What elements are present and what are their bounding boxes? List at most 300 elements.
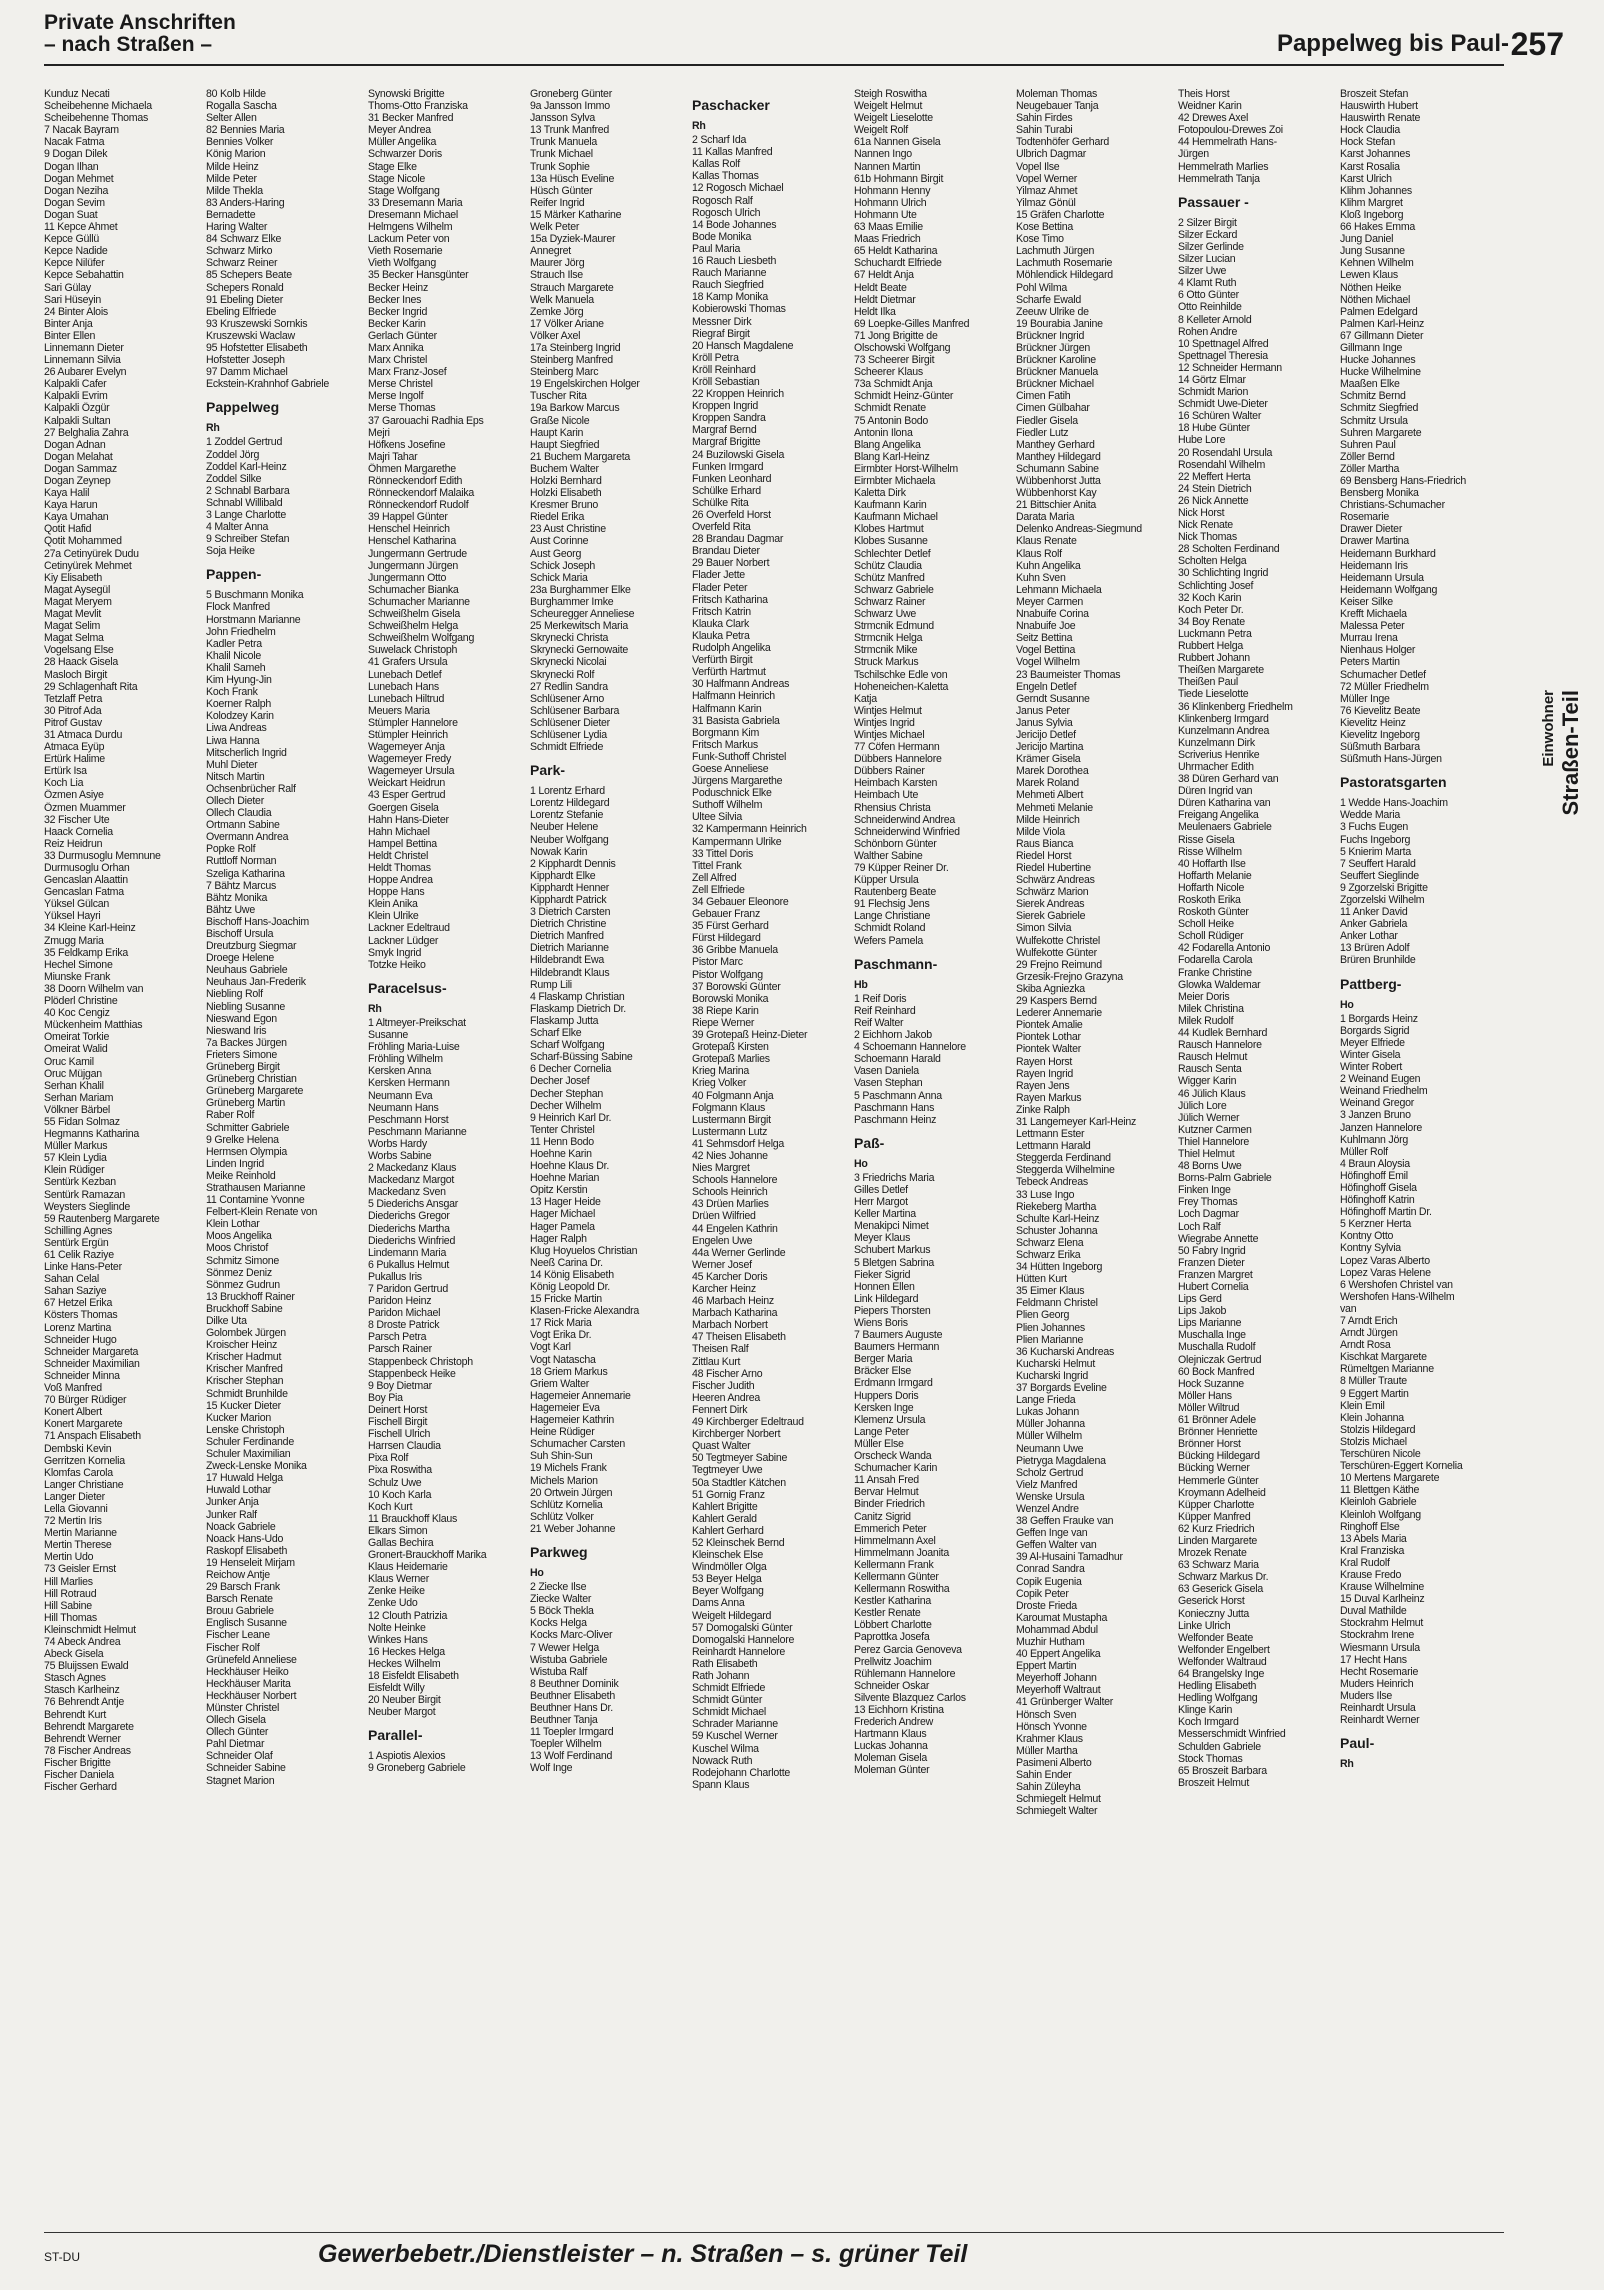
resident-entry: Weigelt Helmut [854,100,923,113]
resident-entry: Anker Gabriela [1340,918,1408,931]
resident-entry: Merse Ingolf [368,390,424,403]
resident-entry: Weigelt Lieselotte [854,112,933,125]
resident-entry: Wübbenhorst Kay [1016,487,1097,500]
resident-entry: Neumann Hans [368,1101,439,1114]
resident-entry: Schulden Gabriele [1178,1740,1261,1753]
district-code: Rh [206,422,220,435]
resident-entry: Hock Claudia [1340,124,1401,137]
resident-entry: Peschmann Horst [368,1113,449,1126]
resident-entry: Kipphardt Elke [530,869,596,882]
resident-entry: Rubbert Johann [1178,652,1250,665]
resident-entry: Piontek Amalie [1016,1019,1083,1032]
resident-entry: Kepce Nilüfer [44,257,105,270]
resident-entry: Jericijo Detlef [1016,728,1076,741]
resident-entry: 21 Buchem Margareta [530,450,631,463]
resident-entry: Manthey Hildegard [1016,450,1101,463]
resident-entry: Mehmeti Melanie [1016,801,1093,814]
resident-entry: Lachmuth Jürgen [1016,245,1095,258]
resident-entry: 26 Nick Annette [1178,494,1249,507]
resident-entry: Linden Ingrid [206,1157,265,1170]
resident-entry: Copik Peter [1016,1587,1069,1600]
resident-entry: Magat Selim [44,620,101,633]
resident-entry: 13 Trunk Manfred [530,124,610,137]
resident-entry: 27 Belghalia Zahra [44,426,129,439]
resident-entry: 29 Barsch Frank [206,1581,280,1594]
resident-entry: 1 Altmeyer-Preikschat [368,1016,466,1029]
resident-entry: Marbach Norbert [692,1319,768,1332]
header-title-line2: – nach Straßen – [44,33,213,56]
resident-entry: Schülke Erhard [692,484,761,497]
resident-entry: Klihm Margret [1340,196,1403,209]
resident-entry: Zmugg Maria [44,934,104,947]
resident-entry: Pahl Dietmar [206,1738,265,1751]
resident-entry: Geserick Horst [1178,1595,1245,1608]
resident-entry: Parsch Rainer [368,1343,432,1356]
resident-entry: Neuhaus Jan-Frederik [206,976,306,989]
resident-entry: Trunk Michael [530,148,593,161]
resident-entry: Nieswand Iris [206,1024,267,1037]
resident-entry: Haupt Siegfried [530,438,600,451]
resident-entry: Cimen Gülbahar [1016,402,1090,415]
resident-entry: Khalil Sameh [206,661,266,674]
resident-entry: Suhren Paul [1340,438,1396,451]
resident-entry: Pitrof Gustav [44,716,102,729]
resident-entry: Verfürth Birgit [692,654,753,667]
resident-entry: Silzer Eckard [1178,228,1238,241]
resident-entry: 42 Fodarella Antonio [1178,942,1271,955]
resident-entry: Feldmann Christel [1016,1297,1098,1310]
resident-entry: 32 Koch Karin [1178,591,1242,604]
resident-entry: Franke Christine [1178,966,1252,979]
resident-entry: 19 Henseleit Mirjam [206,1556,295,1569]
resident-entry: Dilke Uta [206,1315,247,1327]
header-rule [44,64,1504,66]
resident-entry: 37 Borgards Eveline [1016,1382,1107,1395]
resident-entry: Wagemeyer Ursula [368,765,455,778]
resident-entry: 16 Rauch Liesbeth [692,255,777,268]
resident-entry: 50a Stadtler Kätchen [692,1476,786,1489]
resident-entry: 31 Basista Gabriela [692,714,780,727]
resident-entry: 34 Kleine Karl-Heinz [44,922,136,935]
resident-entry: Funken Irmgard [692,460,764,473]
resident-entry: Toepler Wilhelm [530,1738,602,1751]
resident-entry: 25 Merkewitsch Maria [530,620,629,633]
resident-entry: Burghammer Imke [530,595,614,608]
resident-entry: Delenko Andreas-Siegmund [1016,523,1142,536]
resident-entry: Becker Ingrid [368,305,428,318]
resident-entry: Behrendt Margarete [44,1720,134,1733]
resident-entry: Aust Corinne [530,535,589,548]
resident-entry: Junker Ralf [206,1508,257,1521]
resident-entry: Schmidt Uwe-Dieter [1178,398,1268,411]
resident-entry: 62 Kurz Friedrich [1178,1522,1255,1535]
street-heading: Parallel- [368,1727,423,1744]
resident-entry: 46 Marbach Heinz [692,1295,774,1308]
resident-entry: Eisfeldt Willy [368,1682,425,1695]
resident-entry: Kalpakli Özgür [44,402,110,415]
resident-entry: Broszeit Helmut [1178,1776,1250,1789]
resident-entry: Hoffarth Melanie [1178,869,1252,882]
resident-entry: Dietrich Manfred [530,930,604,943]
resident-entry: Sönmez Gudrun [206,1278,280,1291]
resident-entry: 15 Fricke Martin [530,1293,602,1306]
resident-entry: 27 Redlin Sandra [530,680,608,693]
resident-entry: 15 Kucker Dieter [206,1399,281,1412]
resident-entry: Orscheck Wanda [854,1450,932,1463]
resident-entry: Münster Christel [206,1702,280,1714]
resident-entry: 55 Fidan Solmaz [44,1115,120,1128]
resident-entry: Rubbert Helga [1178,640,1244,653]
resident-entry: Eppert Martin [1016,1660,1077,1673]
resident-entry: Glowka Waldemar [1178,978,1261,991]
resident-entry: Moleman Günter [854,1764,930,1777]
resident-entry: Zöller Martha [1340,462,1400,475]
resident-entry: Borgmann Kim [692,726,760,739]
resident-entry: Kahlert Gerhard [692,1524,764,1537]
resident-entry: Goese Anneliese [692,762,769,775]
resident-entry: 52 Kleinschek Bernd [692,1536,785,1549]
resident-entry: Hagemeier Kathrin [530,1414,615,1427]
resident-entry: Griem Walter [530,1377,589,1390]
resident-entry: 76 Behrendt Antje [44,1696,124,1709]
resident-entry: Dogan Zeynep [44,475,111,487]
resident-entry: 3 Janzen Bruno [1340,1109,1411,1122]
resident-entry: Theißen Paul [1178,676,1239,689]
resident-entry: Drawer Dieter [1340,523,1403,536]
resident-entry: Keiser Silke [1340,595,1393,608]
resident-entry: Diederichs Gregor [368,1210,450,1223]
resident-entry: Hucke Johannes [1340,354,1416,367]
resident-entry: Raber Rolf [206,1109,255,1122]
resident-entry: 45 Karcher Doris [692,1270,768,1283]
resident-entry: Dogan Sammaz [44,462,117,475]
resident-entry: Heidemann Iris [1340,559,1408,572]
resident-entry: 9 Groneberg Gabriele [368,1762,466,1775]
resident-entry: Merse Thomas [368,402,436,415]
resident-entry: 7 Arndt Erich [1340,1315,1398,1327]
resident-entry: 83 Anders-Haring [206,196,285,209]
resident-entry: Strauch Ilse [530,269,583,282]
resident-entry: Höfinghoff Katrin [1340,1194,1415,1207]
resident-entry: 30 Pitrof Ada [44,704,102,717]
resident-entry: Meyer Klaus [854,1232,911,1245]
resident-entry: Mertin Therese [44,1539,112,1552]
resident-entry: Schuchardt Elfriede [854,257,942,270]
resident-entry: Ochsenbrücher Ralf [206,782,296,795]
resident-entry: Hütten Kurt [1016,1273,1067,1286]
resident-entry: Nacak Fatma [44,136,105,149]
resident-entry: 9 Boy Dietmar [368,1379,432,1392]
resident-entry: Engeln Detlef [1016,680,1077,693]
resident-entry: Roskoth Erika [1178,894,1241,906]
resident-entry: 1 Zoddel Gertrud [206,436,283,449]
resident-entry: Junker Anja [206,1496,259,1509]
resident-entry: Rümeltgen Marianne [1340,1363,1434,1376]
resident-entry: Gencaslan Alaattin [44,874,128,887]
resident-entry: Huppers Doris [854,1389,919,1402]
resident-entry: 31 Atmaca Durdu [44,728,123,741]
resident-entry: Brückner Ingrid [1016,329,1085,342]
listing-column [530,88,692,2228]
resident-entry: 31 Langemeyer Karl-Heinz [1016,1115,1137,1128]
resident-entry: Kröll Sebastian [692,375,760,388]
resident-entry: Groneberg Günter [530,88,612,100]
resident-entry: Hoppe Hans [368,886,425,899]
resident-entry: Dresemann Michael [368,208,458,221]
resident-entry: Rogalla Sascha [206,100,277,113]
resident-entry: Wiesmann Ursula [1340,1641,1420,1654]
resident-entry: Schmidt Elfriede [692,1682,766,1695]
resident-entry: Kleinschmidt Helmut [44,1623,136,1636]
resident-entry: 73a Schmidt Anja [854,378,933,391]
resident-entry: Heidemann Ursula [1340,571,1424,584]
resident-entry: Manthey Gerhard [1016,438,1095,451]
resident-entry: Antonin Ilona [854,426,913,439]
footer-banner: Gewerbebetr./Dienstleister – n. Straßen – s. grüner Teil [318,2240,968,2268]
resident-entry: Scheuregger Anneliese [530,608,635,621]
resident-entry: Schmidt Elfriede [530,741,604,754]
resident-entry: Theis Horst [1178,88,1230,100]
resident-entry: Spann Klaus [692,1778,750,1791]
resident-entry: 33 Durmusoglu Memnune [44,849,161,862]
resident-entry: Schilling Agnes [44,1224,113,1237]
resident-entry: Helmgens Wilhelm [368,221,453,234]
resident-entry: 63 Schwarz Maria [1178,1559,1259,1572]
resident-entry: 43 Esper Gertrud [368,789,446,802]
resident-entry: Krieg Volker [692,1077,747,1090]
resident-entry: Süßmuth Barbara [1340,741,1420,754]
resident-entry: Messerschmidt Winfried [1178,1728,1286,1741]
resident-entry: Kersken Anna [368,1065,431,1078]
resident-entry: Piontek Walter [1016,1043,1081,1056]
resident-entry: Schwarz Rainer [854,595,926,608]
district-code: Rh [368,1002,382,1015]
resident-entry: Riekeberg Martha [1016,1200,1097,1213]
resident-entry: Rausch Helmut [1178,1051,1248,1064]
resident-entry: Barsch Renate [206,1593,273,1606]
resident-entry: Fischell Ulrich [368,1428,431,1441]
resident-entry: Janzen Hannelore [1340,1121,1422,1134]
resident-entry: Schulz Uwe [368,1476,422,1489]
resident-entry: Heldt Ilka [854,305,896,318]
resident-entry: Dams Anna [692,1597,745,1610]
resident-entry: 59 Kuschel Werner [692,1730,778,1743]
resident-entry: 75 Bluijssen Ewald [44,1660,129,1673]
resident-entry: 73 Scheerer Birgit [854,354,935,367]
resident-entry: Frey Thomas [1178,1196,1238,1209]
resident-entry: Kaletta Dirk [854,487,906,500]
resident-entry: Huwald Lothar [206,1484,272,1497]
resident-entry: Schwarz Gabriele [854,583,934,596]
resident-entry: 43 Drüen Marlies [692,1198,769,1211]
resident-entry: Opitz Kerstin [530,1184,588,1197]
resident-entry: Kuhlmann Jörg [1340,1133,1409,1146]
resident-entry: Heine Rüdiger [530,1426,595,1439]
resident-entry: Raskopf Elisabeth [206,1544,288,1557]
resident-entry: Sari Gülay [44,281,91,294]
resident-entry: Fischell Birgit [368,1416,428,1429]
resident-entry: Khalil Nicole [206,649,262,662]
resident-entry: Winkes Hans [368,1633,428,1646]
resident-entry: Strmcnik Edmund [854,620,934,633]
resident-entry: Nitsch Martin [206,770,265,783]
resident-entry: Holzki Elisabeth [530,487,602,500]
resident-entry: 16 Schüren Walter [1178,410,1262,423]
resident-entry: Margraf Bernd [692,424,757,437]
resident-entry: Parsch Petra [368,1331,427,1344]
resident-entry: Olejniczak Gertrud [1178,1353,1262,1366]
resident-entry: Reiz Heidrun [44,837,103,850]
resident-entry: Selter Allen [206,112,257,125]
resident-entry: 20 Neuber Birgit [368,1694,441,1707]
resident-entry: 14 Görtz Elmar [1178,373,1246,386]
resident-entry: Stümpler Heinrich [368,728,448,741]
resident-entry: Maaßen Elke [1340,378,1400,391]
resident-entry: Lunebach Detlef [368,668,442,681]
resident-entry: Ultee Silvia [692,811,742,824]
resident-entry: Heimbach Karsten [854,777,938,790]
resident-entry: Klug Hoyuelos Christian [530,1244,638,1257]
resident-entry: Neugebauer Tanja [1016,100,1099,113]
resident-entry: Schwarz Reiner [206,257,278,270]
resident-entry: Drüen Wilfried [692,1210,756,1223]
resident-entry: 50 Tegtmeyer Sabine [692,1452,788,1465]
resident-entry: Luckmann Petra [1178,627,1252,640]
resident-entry: Hock Stefan [1340,136,1395,149]
resident-entry: Stappenbeck Heike [368,1367,456,1380]
resident-entry: Hofstetter Joseph [206,354,285,367]
resident-entry: Synowski Brigitte [368,88,445,100]
resident-entry: Scheibehenne Thomas [44,112,149,125]
resident-entry: Sahin Firdes [1016,112,1073,125]
resident-entry: Diederichs Martha [368,1222,450,1235]
resident-entry: Michels Marion [530,1474,598,1487]
resident-entry: 28 Scholten Ferdinand [1178,543,1280,556]
resident-entry: Flader Jette [692,569,745,582]
resident-entry: Otto Reinhilde [1178,301,1242,314]
resident-entry: 48 Borns Uwe [1178,1160,1242,1173]
resident-entry: Schütz Manfred [854,571,925,584]
resident-entry: Hegmanns Katharina [44,1128,140,1141]
resident-entry: Kaya Umahan [44,511,109,524]
resident-entry: Suh Shin-Sun [530,1450,593,1463]
resident-entry: Grüneberg Martin [206,1097,286,1110]
resident-entry: Schlüsener Barbara [530,704,620,717]
resident-entry: 82 Bennies Maria [206,124,285,137]
resident-entry: Schubert Markus [854,1244,931,1257]
resident-entry: 18 Griem Markus [530,1365,608,1378]
resident-entry: Muders Ilse [1340,1689,1393,1702]
resident-entry: Zgorzelski Wilhelm [1340,894,1425,906]
resident-entry: Schülke Rita [692,496,749,509]
resident-entry: Arndt Jürgen [1340,1327,1398,1340]
resident-entry: Dogan Sevim [44,196,105,209]
resident-entry: Dogan Adnan [44,438,106,451]
resident-entry: Weysters Sieglinde [44,1200,130,1213]
resident-entry: Rayen Markus [1016,1091,1082,1104]
resident-entry: Heldt Dietmar [854,293,916,306]
resident-entry: Pukallus Iris [368,1270,422,1283]
resident-entry: Lackner Edeltraud [368,922,450,935]
resident-entry: Heeren Andrea [692,1391,761,1404]
resident-entry: Schwarz Markus Dr. [1178,1571,1269,1584]
resident-entry: Durmusoglu Orhan [44,862,130,874]
resident-entry: Stockrahm Irene [1340,1629,1414,1642]
resident-entry: Fiedler Gisela [1016,414,1078,427]
resident-entry: 6 Pukallus Helmut [368,1258,450,1271]
resident-entry: Hahn Michael [368,825,430,838]
resident-entry: Vopel Ilse [1016,160,1060,173]
resident-entry: Bruckhoff Sabine [206,1302,283,1315]
resident-entry: Luckas Johanna [854,1740,928,1753]
resident-entry: Grünefeld Anneliese [206,1653,297,1666]
resident-entry: Popke Rolf [206,843,256,856]
resident-entry: Krause Wilhelmine [1340,1581,1425,1594]
listing-column [854,88,1016,2228]
resident-entry: 3 Friedrichs Maria [854,1171,935,1184]
resident-entry: Mertin Udo [44,1551,94,1564]
resident-entry: Brönner Horst [1178,1438,1241,1451]
resident-entry: Krischer Manfred [206,1363,283,1376]
resident-entry: 40 Folgmann Anja [692,1089,774,1102]
resident-entry: Meyer Carmen [1016,595,1084,608]
resident-entry: 65 Heldt Katharina [854,245,938,258]
resident-entry: Kepce Sebahattin [44,269,124,282]
resident-entry: Milde Heinz [206,160,259,173]
resident-entry: Heidemann Burkhard [1340,547,1436,560]
resident-entry: Meulenaers Gabriele [1178,821,1272,834]
resident-entry: Yilmaz Ahmet [1016,184,1078,197]
street-heading: Parkweg [530,1543,588,1560]
resident-entry: Ertürk Isa [44,765,87,778]
page-header-left [44,12,236,56]
resident-entry: Schuler Ferdinande [206,1435,294,1448]
resident-entry: 77 Cöfen Hermann [854,741,940,754]
resident-entry: Steggerda Wilhelmine [1016,1164,1115,1177]
resident-entry: Müller Johanna [1016,1418,1085,1431]
resident-entry: Pasimeni Alberto [1016,1756,1092,1769]
resident-entry: Wagemeyer Anja [368,741,445,754]
resident-entry: Neeß Carina Dr. [530,1256,603,1269]
resident-entry: 5 Paschmann Anna [854,1089,942,1102]
resident-entry: Deinert Horst [368,1403,428,1416]
resident-entry: Milde Peter [206,172,257,185]
resident-entry: Dogan Ilhan [44,160,99,173]
resident-entry: Piepers Thorsten [854,1304,931,1317]
resident-entry: Ollech Günter [206,1726,269,1739]
resident-entry: Wintjes Ingrid [854,716,915,729]
resident-entry: 61a Nannen Gisela [854,136,941,149]
resident-entry: 5 Knierim Marta [1340,845,1412,858]
resident-entry: Schnabl Willibald [206,496,283,509]
resident-entry: Lange Frieda [1016,1394,1076,1407]
resident-entry: Fischer Brigitte [44,1756,111,1769]
resident-entry: 69 Loepke-Gilles Manfred [854,317,970,330]
resident-entry: Stolzis Hildegard [1340,1423,1416,1436]
resident-entry: Hagemeier Annemarie [530,1389,631,1402]
resident-entry: Smyk Ingrid [368,946,422,959]
resident-entry: 19a Barkow Marcus [530,402,620,415]
resident-entry: Nienhaus Holger [1340,644,1416,657]
resident-entry: 47 Theisen Elisabeth [692,1331,786,1344]
resident-entry: Walther Sabine [854,849,923,862]
resident-entry: Tenter Christel [530,1123,595,1136]
resident-entry: Hager Pamela [530,1220,595,1233]
resident-entry: Meuers Maria [368,704,430,717]
resident-entry: Hoehne Marian [530,1172,600,1185]
resident-entry: Raus Bianca [1016,837,1074,850]
resident-entry: Marek Dorothea [1016,765,1089,778]
